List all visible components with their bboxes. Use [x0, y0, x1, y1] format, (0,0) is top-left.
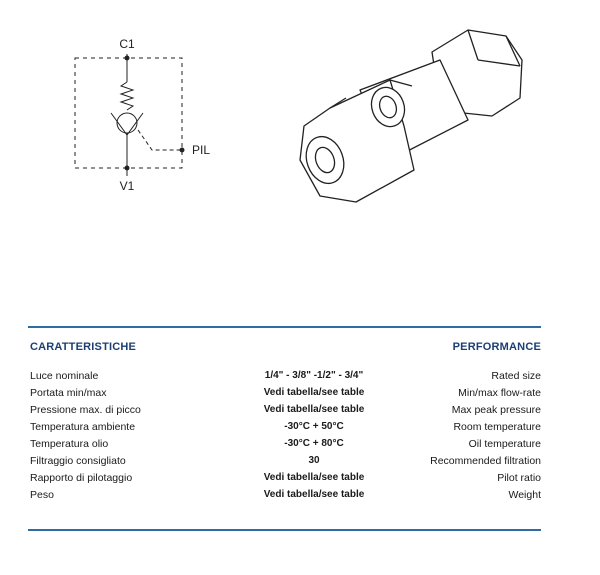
table-row — [30, 438, 541, 455]
port-c1-label: C1 — [119, 37, 135, 51]
row-value: 1/4" - 3/8" -1/2" - 3/4" — [264, 370, 364, 381]
port-v1-label: V1 — [119, 179, 135, 193]
spring-symbol — [121, 82, 133, 110]
row-label-it: Portata min/max — [30, 387, 107, 399]
row-label-en: Weight — [508, 489, 541, 501]
row-label-it: Temperatura olio — [30, 438, 109, 450]
hydraulic-schematic — [75, 37, 210, 193]
valve-illustration — [300, 30, 522, 202]
bottom-divider — [28, 529, 541, 531]
c1-node — [125, 56, 129, 60]
row-label-en: Max peak pressure — [451, 404, 541, 416]
table-row — [30, 472, 541, 489]
top-divider — [28, 326, 541, 328]
table-row — [30, 387, 541, 404]
row-label-it: Temperatura ambiente — [30, 421, 136, 433]
specs-table — [30, 370, 541, 506]
table-row — [30, 489, 541, 506]
row-label-it: Rapporto di pilotaggio — [30, 472, 133, 484]
pil-node — [180, 148, 184, 152]
row-value: Vedi tabella/see table — [263, 472, 365, 483]
row-value: -30°C + 80°C — [284, 438, 344, 449]
row-label-it: Luce nominale — [30, 370, 99, 382]
check-ball-symbol — [117, 113, 137, 133]
port-pil-label: PIL — [192, 143, 211, 157]
table-row — [30, 370, 541, 387]
row-value: 30 — [308, 455, 320, 466]
row-label-it: Pressione max. di picco — [30, 404, 141, 416]
row-value: -30°C + 50°C — [284, 421, 344, 432]
row-label-en: Oil temperature — [468, 438, 541, 450]
v1-node — [125, 166, 129, 170]
table-row — [30, 421, 541, 438]
heading-caratteristiche: CARATTERISTICHE — [30, 341, 137, 353]
row-label-it: Filtraggio consigliato — [30, 455, 126, 467]
table-row — [30, 455, 541, 472]
row-value: Vedi tabella/see table — [263, 489, 365, 500]
heading-performance: PERFORMANCE — [452, 341, 541, 353]
row-label-it: Peso — [30, 489, 54, 501]
row-label-en: Room temperature — [453, 421, 541, 433]
row-value: Vedi tabella/see table — [263, 404, 365, 415]
row-label-en: Recommended filtration — [430, 455, 541, 467]
row-value: Vedi tabella/see table — [263, 387, 365, 398]
table-row — [30, 404, 541, 421]
row-label-en: Rated size — [491, 370, 541, 382]
row-label-en: Min/max flow-rate — [458, 387, 541, 399]
row-label-en: Pilot ratio — [497, 472, 541, 484]
pilot-line — [138, 130, 182, 150]
